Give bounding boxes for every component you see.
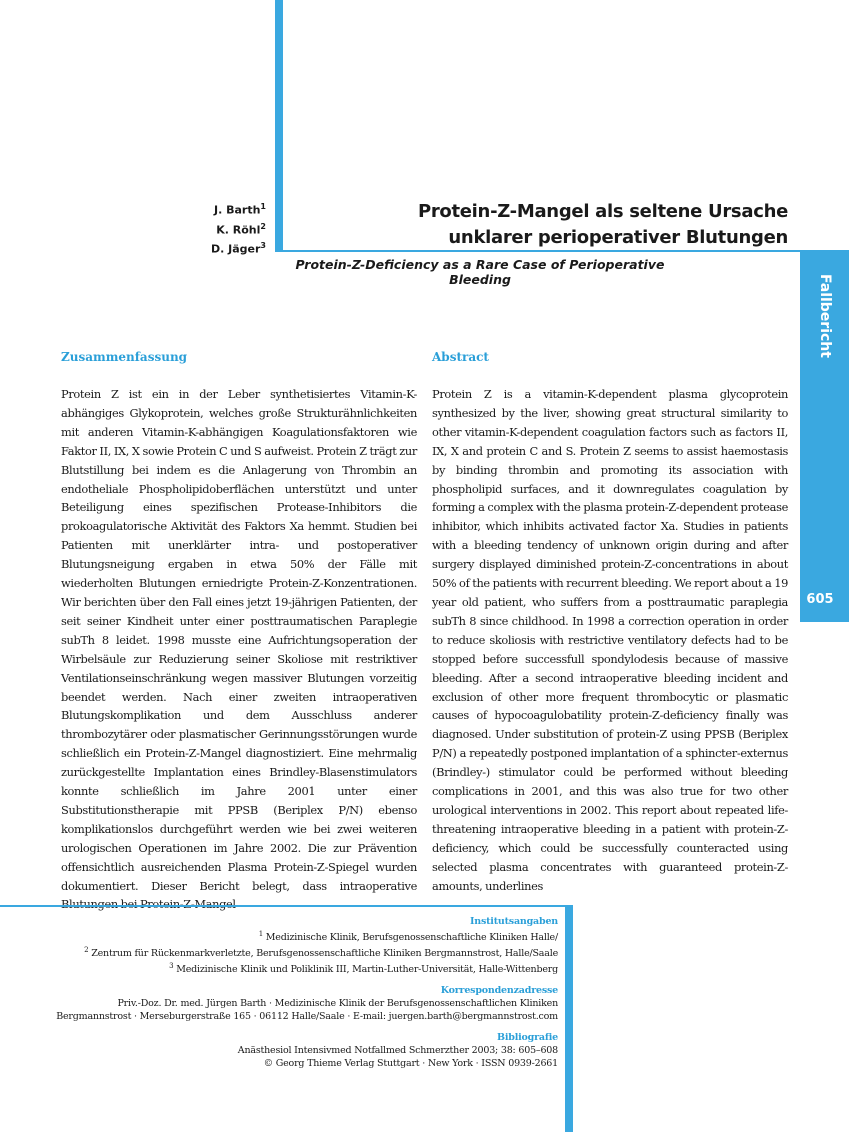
correspondence-heading: Korrespondenzadresse	[440, 985, 558, 997]
page-number: 605	[806, 592, 834, 607]
title-line: Protein-Z-Mangel als seltene Ursache	[417, 201, 788, 222]
institution-line: $^2$ Zentrum für Rückenmarkverletzte, Berufsgenossenschaftliche Kliniken Bergmannstrost, Halle/Saale	[84, 946, 558, 960]
title-line: unklarer perioperativer Blutungen	[448, 227, 788, 248]
correspondence-line: Bergmannstrost · Merseburgerstraße 165 · 06112 Halle/Saale · E-mail: juergen.barth@bergmannstrost.com	[56, 1011, 558, 1023]
bibliography-heading: Bibliografie	[497, 1032, 558, 1044]
accent-bar-bottom	[565, 905, 573, 1132]
section-label: Fallbericht	[817, 274, 833, 358]
institution-line: $^1$ Medizinische Klinik, Berufsgenossenschaftliche Kliniken Halle/	[258, 930, 558, 944]
author: D. Jäger$^3$	[211, 241, 266, 256]
zusammenfassung-text: Protein Z ist ein in der Leber synthetisiertes Vitamin-K-abhängiges Glykoprotein, welches große Strukturähnlichkeiten mit anderen Vitamin-K-abhängigen Koagulationsfaktoren wie Faktor II, IX, X sowie Protein C und S aufweist. Protein Z trägt zur Blutstillung bei indem es die Anlagerung von Thrombin an endotheliale Phospholipidoberflächen unterstützt und unter Beteiligung eines spezifischen Protease-Inhibitors die prokoagulatorische Aktivität des Faktors Xa hemmt. Studien bei Patienten mit unerklärter intra- und postoperativer Blutungsneigung ergaben in etwa 50% der Fälle mit wiederholten Blutungen erniedrigte Protein-Z-Konzentrationen. Wir berichten über den Fall eines jetzt 19-jährigen Patienten, der seit seiner Kindheit unter einer posttraumatischen Paraplegie subTh 8 leidet. 1998 musste eine Aufrichtungsoperation der Wirbelsäule zur Reduzierung seiner Skoliose mit restriktiver Ventilationseinschränkung wegen massiver Blutungen vorzeitig beendet werden. Nach einer zweiten intraoperativen Blutungskomplikation und dem Ausschluss anderer thrombozytärer oder plasmatischer Gerinnungsstörungen wurde schließlich ein Protein-Z-Mangel diagnostiziert. Eine mehrmalig zurückgestellte Implantation eines Brindley-Blasenstimulators konnte schließlich im Jahre 2001 unter einer Substitutionstherapie mit PPSB (Beriplex P/N) ebenso komplikationslos durchgeführt werden wie bei zwei weiteren urologischen Operationen im Jahre 2002. Die zur Prävention offensichtlich ausreichenden Plasma Protein-Z-Spiegel wurden dokumentiert. Dieser Bericht belegt, dass intraoperative	[61, 387, 417, 893]
author-list	[150, 199, 266, 258]
zusammenfassung-heading: Zusammenfassung	[61, 350, 188, 364]
bibliography-line: Anästhesiol Intensivmed Notfallmed Schmerzther 2003; 38: 605–608	[237, 1045, 558, 1057]
author: K. Röhl$^2$	[216, 221, 266, 237]
author: J. Barth$^1$	[213, 202, 266, 217]
footer-rule	[0, 905, 570, 907]
institution-line: $^3$ Medizinische Klinik und Poliklinik III, Martin-Luther-Universität, Halle-Wittenberg	[169, 962, 558, 976]
bibliography-line: © Georg Thieme Verlag Stuttgart · New York · ISSN 0939-2661	[263, 1058, 558, 1070]
accent-bar-top	[275, 0, 283, 251]
abstract-text: Protein Z is a vitamin-K-dependent plasma glycoprotein synthesized by the liver, showing great structural similarity to other vitamin-K-dependent coagulation factors such as factors II, IX, X and protein C and S. Protein Z seems to assist haemostasis by binding thrombin and promoting its association with phospholipid surfaces, and it downregulates coagulation by forming a complex with the plasma protein-Z-dependent protease inhibitor, which inhibits activated factor Xa. Studies in patients with a bleeding tendency of unknown origin during and after surgery displayed diminished protein-Z-concentrations in about 50% of the patients with recurrent bleeding. We report about a 19 year old patient, who suffers from a posttraumatic paraplegia subTh 8 since childhood. In 1998 a correction operation in order to reduce skoliosis with restrictive ventilatory defects had to be stopped before successfull spondylodesis because of massive bleeding. After a second intraoperative bleeding incident and exclusion of other more frequent thrombocytic or plasmatic causes of hypocoagulobatility protein-Z-deficiency finally was diagnosed. Under substitution of protein-Z using PPSB (Beriplex P/N) a repeatedly postponed implantation of a sphincter-externus (Brindley-) stimulator could be performed without bleeding complications in 2001, and this was also true for two other urological interventions in 2002. This report about repeated life-threatening intraoperative bleeding in a patient with protein-Z-deficiency, which could be successfully counteracted using selected plasma concentrates with guaranteed protein-Z-amounts, underlines	[432, 387, 788, 893]
article-title	[300, 199, 788, 251]
article-subtitle: Protein-Z-Deficiency as a Rare Case of Perioperative Bleeding	[295, 257, 665, 287]
article-info	[40, 915, 558, 1070]
correspondence-line: Priv.-Doz. Dr. med. Jürgen Barth · Medizinische Klinik der Berufsgenossenschaftlichen Kliniken	[117, 998, 558, 1010]
institutions-heading: Institutsangaben	[470, 916, 558, 927]
abstract-heading: Abstract	[432, 350, 489, 364]
